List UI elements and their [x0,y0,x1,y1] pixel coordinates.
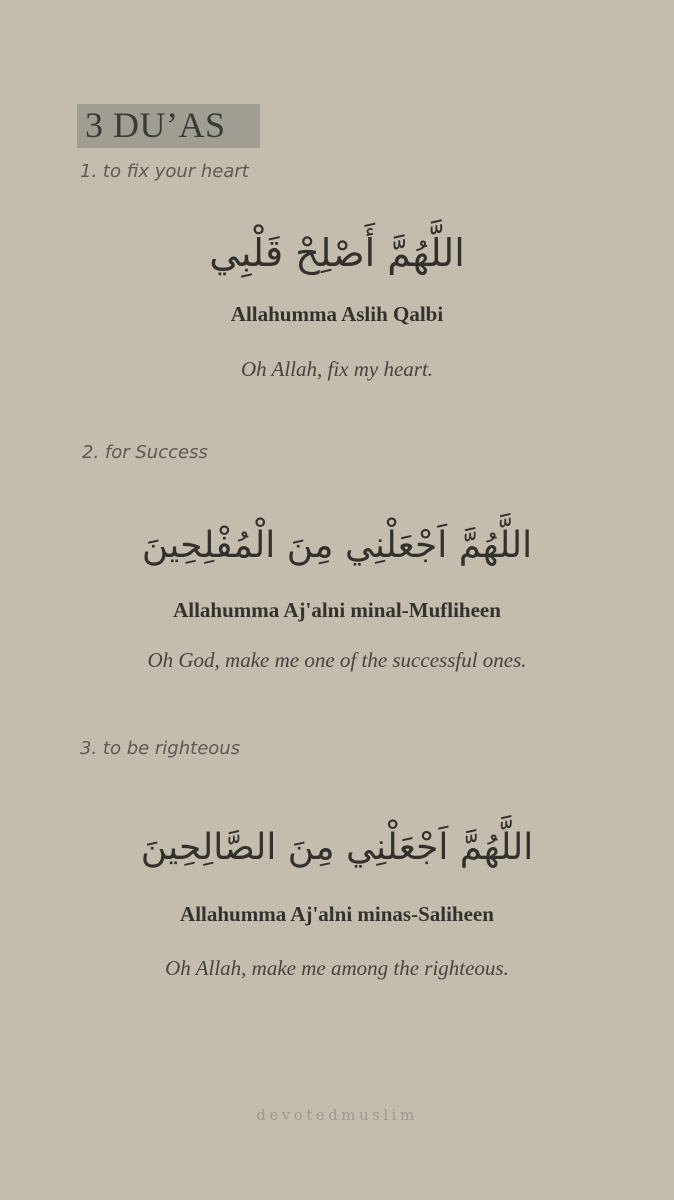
page-title: 3 DU’AS [85,105,226,145]
dua-1-arabic: اللَّهُمَّ أَصْلِحْ قَلْبِي [209,231,465,275]
dua-1-heading: 1. to fix your heart [80,161,249,182]
dua-3-heading: 3. to be righteous [80,738,241,759]
watermark: devotedmuslim [256,1106,418,1124]
dua-2-meaning: Oh God, make me one of the successful ones. [147,648,527,672]
dua-3-meaning: Oh Allah, make me among the righteous. [165,956,509,980]
dua-3-transliteration: Allahumma Aj'alni minas-Saliheen [180,902,494,926]
dua-3-arabic: اللَّهُمَّ اَجْعَلْنِي مِنَ الصَّالِحِينَ [140,827,534,868]
dua-2-transliteration: Allahumma Aj'alni minal-Mufliheen [173,598,501,622]
dua-2-heading: 2. for Success [82,442,208,463]
dua-1-meaning: Oh Allah, fix my heart. [240,357,434,381]
dua-2-arabic: اللَّهُمَّ اَجْعَلْنِي مِنَ الْمُفْلِحِينَ [141,525,533,566]
dua-1-transliteration: Allahumma Aslih Qalbi [230,302,444,326]
